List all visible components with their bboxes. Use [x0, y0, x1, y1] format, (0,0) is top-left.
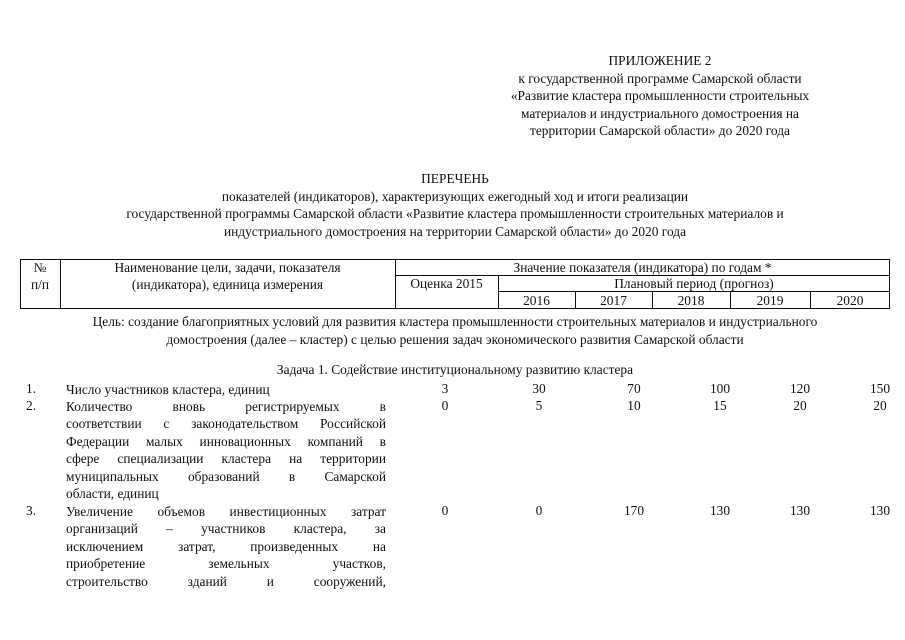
- value-2018: 15: [713, 398, 727, 413]
- header-year: 2018: [677, 293, 705, 308]
- value-2020: 130: [869, 503, 891, 518]
- task-title: Задача 1. Содействие институциональному развитию кластера: [276, 362, 634, 377]
- header-value-title: Значение показателя (индикатора) по годам *: [513, 260, 772, 275]
- header-year: 2020: [836, 293, 864, 308]
- header-num: [20, 259, 60, 293]
- value-2017: 10: [627, 398, 641, 413]
- appendix-block: [470, 52, 850, 140]
- indicator-line: Увеличение объемов инвестиционных затрат: [66, 504, 386, 519]
- table-header: [20, 259, 890, 309]
- indicator-line: области, единиц: [66, 486, 159, 502]
- indicator-line: строительство зданий и сооружений,: [66, 573, 386, 589]
- table-row: [20, 381, 890, 399]
- header-plan-period: Плановый период (прогноз): [614, 276, 774, 291]
- indicator-line: соответствии с законодательством Российской: [66, 416, 386, 432]
- value-2019: 120: [789, 381, 811, 396]
- value-2015: 0: [441, 398, 449, 413]
- row-number: 3.: [26, 503, 37, 518]
- indicator-line: Федерации малых инновационных компаний в: [66, 433, 386, 449]
- row-number: 1.: [26, 381, 37, 396]
- row-indicator-name: [66, 381, 386, 398]
- header-estimate: Оценка 2015: [410, 276, 483, 291]
- table-row: [20, 503, 890, 593]
- indicator-line: муниципальных образований в Самарской: [66, 468, 386, 484]
- indicator-line: сфере специализации кластера на территории: [66, 451, 386, 467]
- indicator-line: организаций – участников кластера, за: [66, 521, 386, 537]
- appendix-line: территории Самарской области» до 2020 года: [530, 123, 790, 138]
- appendix-line: «Развитие кластера промышленности строительных: [510, 88, 810, 103]
- header-year: 2016: [523, 293, 550, 308]
- value-2018: 100: [709, 381, 731, 396]
- value-2016: 30: [532, 381, 546, 396]
- heading-title: ПЕРЕЧЕНЬ: [421, 171, 489, 186]
- header-year: 2019: [756, 293, 784, 308]
- header-year: 2017: [600, 293, 627, 308]
- value-2019: 20: [793, 398, 807, 413]
- heading-line: государственной программы Самарской области «Развитие кластера промышленности строительных материалов и: [126, 206, 784, 221]
- heading-line: индустриального домостроения на территории Самарской области» до 2020 года: [223, 223, 687, 239]
- row-number: 2.: [26, 398, 37, 413]
- goal-statement: [20, 313, 890, 349]
- document-heading: [20, 170, 890, 240]
- indicator-line: Число участников кластера, единиц: [66, 382, 270, 397]
- row-indicator-name: [66, 398, 386, 502]
- value-2017: 70: [627, 381, 641, 396]
- row-indicator-name: [66, 503, 386, 590]
- header-num-line: №: [33, 260, 47, 275]
- goal-line: домостроения (далее – кластер) с целью решения задач экономического развития Самарской области: [166, 332, 744, 347]
- indicator-line: Количество вновь регистрируемых в: [66, 399, 386, 414]
- header-name: [60, 259, 395, 293]
- appendix-title: ПРИЛОЖЕНИЕ 2: [608, 53, 712, 68]
- value-2015: 0: [441, 503, 449, 518]
- value-2019: 130: [789, 503, 811, 518]
- heading-line: показателей (индикаторов), характеризующих ежегодный ход и итоги реализации: [221, 188, 689, 204]
- value-2020: 150: [869, 381, 891, 396]
- value-2020: 20: [873, 398, 887, 413]
- value-2018: 130: [709, 503, 731, 518]
- indicator-line: исключением затрат, произведенных на: [66, 538, 386, 554]
- appendix-line: материалов и индустриального домостроения на: [521, 105, 799, 121]
- table-row: [20, 398, 890, 502]
- header-num-line: п/п: [30, 277, 50, 292]
- value-2016: 5: [535, 398, 543, 413]
- value-2015: 3: [441, 381, 449, 396]
- value-2017: 170: [623, 503, 645, 518]
- header-name-line: Наименование цели, задачи, показателя: [114, 260, 341, 275]
- indicator-line: приобретение земельных участков,: [66, 556, 386, 572]
- goal-line: Цель: создание благоприятных условий для развития кластера промышленности строительных материалов и индустриального: [92, 314, 818, 329]
- appendix-line: к государственной программе Самарской области: [518, 70, 802, 86]
- header-name-line: (индикатора), единица измерения: [131, 277, 324, 292]
- value-2016: 0: [535, 503, 543, 518]
